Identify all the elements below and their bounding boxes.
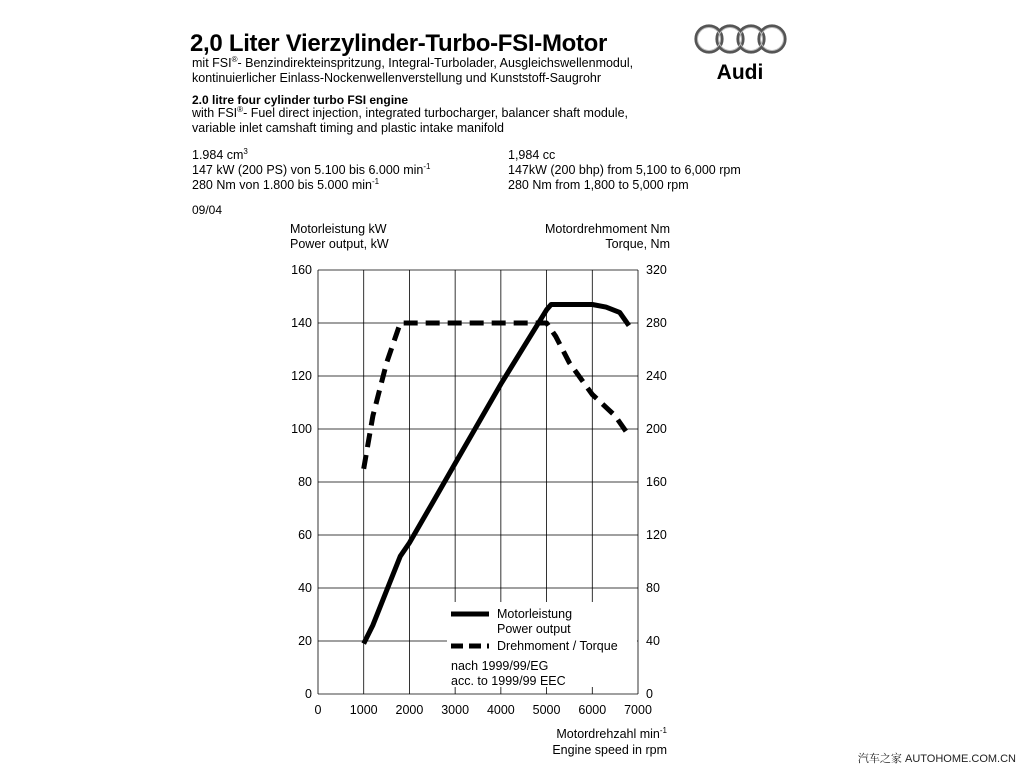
- watermark: 汽车之家 AUTOHOME.COM.CN: [857, 753, 1016, 765]
- y-right-tick-label: 120: [646, 528, 667, 542]
- legend-label: Power output: [497, 622, 571, 636]
- de-torque: 280 Nm von 1.800 bis 5.000 min: [192, 178, 372, 192]
- x-tick-label: 3000: [441, 703, 470, 717]
- de-displacement-sup: 3: [243, 146, 248, 156]
- date-label: 09/04: [192, 203, 223, 217]
- x-label-de: Motordrehzahl min: [556, 727, 660, 741]
- y-right-label-en: Torque, Nm: [605, 237, 670, 251]
- specs-english: [508, 148, 741, 193]
- en-power: 147kW (200 bhp) from 5,100 to 6,000 rpm: [508, 163, 741, 177]
- audi-rings-icon: [692, 18, 792, 84]
- y-left-tick-label: 20: [298, 634, 312, 648]
- x-tick-label: 0: [314, 703, 322, 717]
- de-power-sup: -1: [423, 161, 431, 171]
- series: [364, 304, 629, 643]
- y-left-tick-label: 160: [291, 263, 312, 277]
- de-displacement: 1.984 cm: [192, 148, 244, 162]
- y-right-tick-label: 320: [646, 263, 667, 277]
- x-tick-label: 1000: [349, 703, 378, 717]
- y-right-tick-label: 0: [646, 687, 653, 701]
- power-torque-chart: [280, 255, 670, 725]
- y-right-tick-label: 160: [646, 475, 667, 489]
- y-right-label-de: Motordrehmoment Nm: [544, 222, 670, 236]
- y-right-tick-label: 280: [646, 316, 667, 330]
- legend-note: nach 1999/99/EG: [451, 659, 549, 673]
- x-tick-label: 4000: [486, 703, 515, 717]
- y-left-label-de: Motorleistung kW: [290, 222, 387, 236]
- x-tick-label: 6000: [578, 703, 607, 717]
- english-title: 2.0 litre four cylinder turbo FSI engine: [192, 93, 409, 107]
- registered-mark-en: ®: [237, 104, 244, 114]
- x-axis-label: [552, 726, 667, 758]
- legend-label: Motorleistung: [497, 607, 573, 621]
- german-description: [192, 56, 633, 86]
- legend-note: acc. to 1999/99 EEC: [451, 674, 566, 688]
- en-displacement: 1,984 cc: [508, 148, 556, 162]
- de-torque-sup: -1: [371, 176, 380, 186]
- english-description: [192, 106, 628, 136]
- y-axis-left-label: [290, 222, 389, 252]
- y-right-tick-label: 80: [646, 581, 660, 595]
- y-left-tick-label: 100: [291, 422, 312, 436]
- y-left-tick-label: 120: [291, 369, 312, 383]
- en-line2: variable inlet camshaft timing and plastic intake manifold: [192, 121, 504, 135]
- legend-label: Drehmoment / Torque: [497, 639, 618, 653]
- en-line1-a: with FSI: [192, 106, 238, 120]
- page-title: 2,0 Liter Vierzylinder-Turbo-FSI-Motor: [190, 30, 608, 57]
- registered-mark: ®: [231, 54, 238, 64]
- y-left-tick-label: 80: [298, 475, 312, 489]
- power-line: [364, 305, 629, 644]
- x-tick-label: 5000: [532, 703, 561, 717]
- x-tick-label: 2000: [395, 703, 424, 717]
- x-label-en: Engine speed in rpm: [552, 743, 667, 757]
- y-right-tick-label: 40: [646, 634, 660, 648]
- y-left-tick-label: 40: [298, 581, 312, 595]
- y-axis-right-label: [545, 222, 670, 252]
- de-line1-a: mit FSI: [192, 56, 232, 70]
- y-left-tick-label: 0: [305, 687, 312, 701]
- y-right-tick-label: 200: [646, 422, 667, 436]
- specs-german: [192, 148, 431, 193]
- de-line1-b: - Benzindirekteinspritzung, Integral-Turbolader, Ausgleichswellenmodul,: [237, 56, 634, 70]
- x-tick-label: 7000: [624, 703, 652, 717]
- audi-wordmark: Audi: [716, 61, 764, 84]
- y-left-tick-label: 60: [298, 528, 312, 542]
- x-label-sup: -1: [659, 725, 667, 735]
- en-torque: 280 Nm from 1,800 to 5,000 rpm: [508, 178, 689, 192]
- legend: [447, 602, 637, 688]
- audi-logo: [692, 18, 792, 84]
- en-line1-b: - Fuel direct injection, integrated turbocharger, balancer shaft module,: [243, 106, 628, 120]
- y-right-tick-label: 240: [646, 369, 667, 383]
- y-left-label-en: Power output, kW: [290, 237, 389, 251]
- de-line2: kontinuierlicher Einlass-Nockenwellenverstellung und Kunststoff-Saugrohr: [192, 71, 602, 85]
- y-left-tick-label: 140: [291, 316, 312, 330]
- de-power: 147 kW (200 PS) von 5.100 bis 6.000 min: [192, 163, 424, 177]
